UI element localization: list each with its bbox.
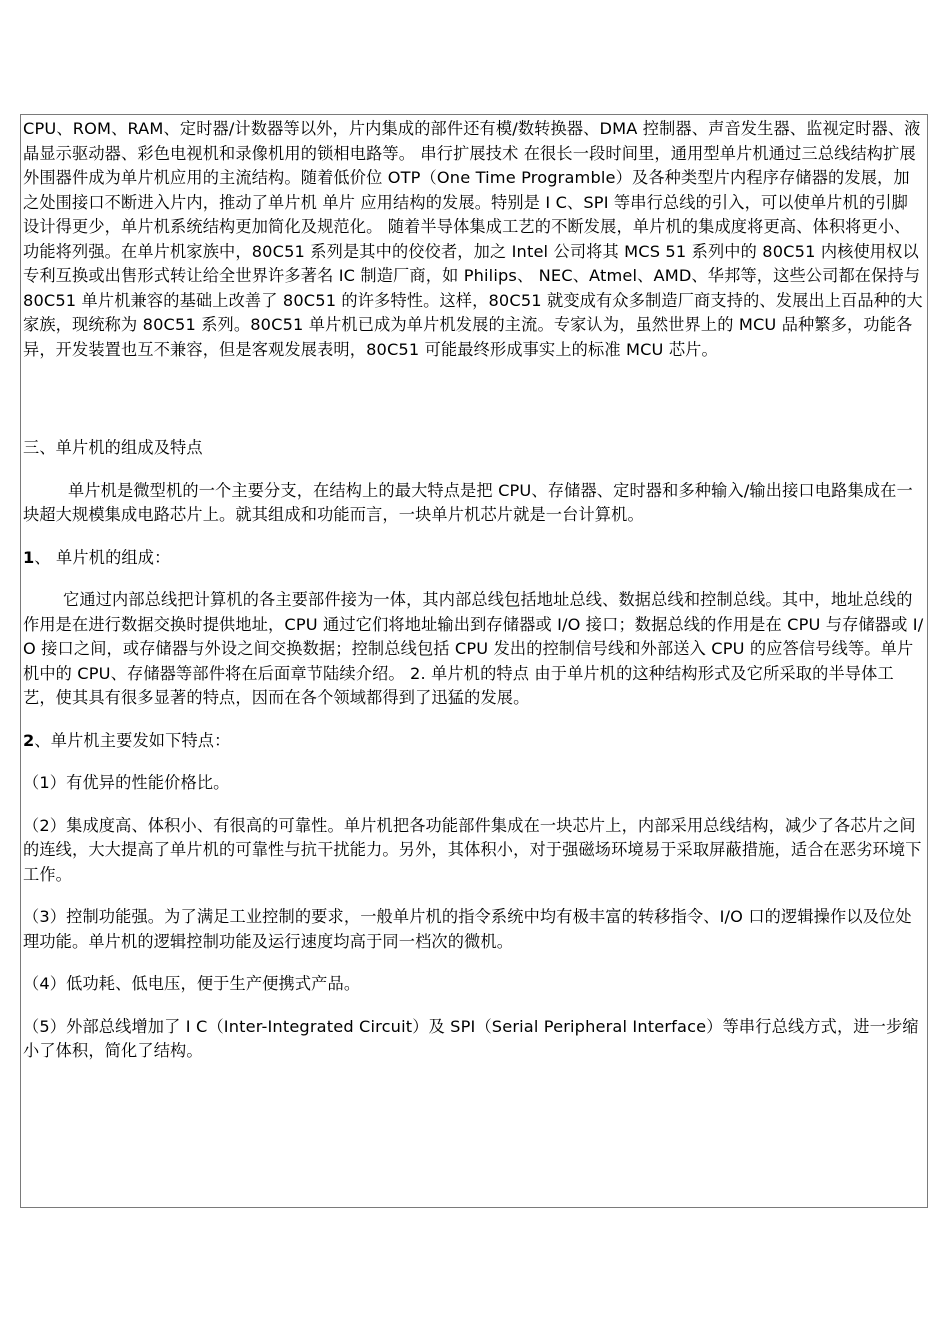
intro-paragraph: CPU、ROM、RAM、定时器/计数器等以外，片内集成的部件还有模/数转换器、DMA 控制器、声音发生器、监视定时器、液晶显示驱动器、彩色电视机和录像机用的锁相电路等。 串行扩展技术 在很长一段时间里，通用型单片机通过三总线结构扩展外围器件成为单片机应用的主流结构。随着低价位 OTP（One Time Programble）及各种类型片内程序存储器的发展，加之处围接口不断进入片内，推动了单片机 单片 应用结构的发展。特别是 I C、SPI 等串行总线的引入，可以使单片机的引脚设计得更少，单片机系统结构更加简化及规范化。 随着半导体集成工艺的不断发展，单片机的集成度将更高、体积将更小、功能将列强。在单片机家族中，80C51 系列是其中的佼佼者，加之 Intel 公司将其 MCS 51 系列中的 80C51 内核使用权以专利互换或出售形式转让给全世界许多著名 IC 制造厂商，如 Philips、 NEC、Atmel、AMD、华邦等，这些公司都在保持与 80C51 单片机兼容的基础上改善了 80C51 的许多特性。这样，80C51 就变成有众多制造厂商支持的、发展出上百品种的大家族，现统称为 80C51 系列。80C51 单片机已成为单片机发展的主流。专家认为，虽然世界上的 MCU 品种繁多，功能各异，开发装置也互不兼容，但是客观发展表明，80C51 可能最终形成事实上的标准 MCU 芯片。 [23, 119, 923, 359]
feature-item-2: （2）集成度高、体积小、有很高的可靠性。单片机把各功能部件集成在一块芯片上，内部采用总线结构，减少了各芯片之间的连线，大大提高了单片机的可靠性与抗干扰能力。另外，其体积小，对于强磁场环境易于采取屏蔽措施，适合在恶劣环境下工作。 [23, 815, 922, 884]
subsection-2-number: 2 [23, 730, 35, 750]
subsection-2-title: 、单片机主要发如下特点： [34, 730, 231, 750]
feature-item-5: （5）外部总线增加了 I C（Inter-Integrated Circuit）及 SPI（Serial Peripheral Interface）等串行总线方式，进一步缩小了体积，简化了结构。 [23, 1016, 919, 1060]
feature-item-4: （4）低功耗、低电压，便于生产便携式产品。 [23, 974, 361, 993]
feature-item-3: （3）控制功能强。为了满足工业控制的要求，一般单片机的指令系统中均有极丰富的转移指令、I/O 口的逻辑操作以及位处理功能。单片机的逻辑控制功能及运行速度均高于同一档次的微机。 [23, 907, 912, 951]
section-heading: 三、单片机的组成及特点 [23, 438, 203, 457]
section-intro-paragraph: 单片机是微型机的一个主要分支，在结构上的最大特点是把 CPU、存储器、定时器和多种输入/输出接口电路集成在一块超大规模集成电路芯片上。就其组成和功能而言，一块单片机芯片就是一台计算机。 [23, 480, 913, 524]
subsection-1-title: 、 单片机的组成： [34, 547, 171, 567]
subsection-2-heading [23, 729, 924, 754]
subsection-1-number: 1 [23, 547, 35, 567]
feature-item-1: （1）有优异的性能价格比。 [23, 773, 230, 792]
subsection-1-heading [23, 546, 924, 571]
document-frame [20, 114, 928, 1208]
subsection-1-body: 它通过内部总线把计算机的各主要部件接为一体，其内部总线包括地址总线、数据总线和控制总线。其中，地址总线的作用是在进行数据交换时提供地址，CPU 通过它们将地址输出到存储器或 I/O 接口；数据总线的作用是在 CPU 与存储器或 I/O 接口之间，或存储器与外设之间交换数据；控制总线包括 CPU 发出的控制信号线和外部送入 CPU 的应答信号线等。单片机中的 CPU、存储器等部件将在后面章节陆续介绍。 2. 单片机的特点 由于单片机的这种结构形式及它所采取的半导体工艺，使其具有很多显著的特点，因而在各个领域都得到了迅猛的发展。 [23, 590, 924, 707]
